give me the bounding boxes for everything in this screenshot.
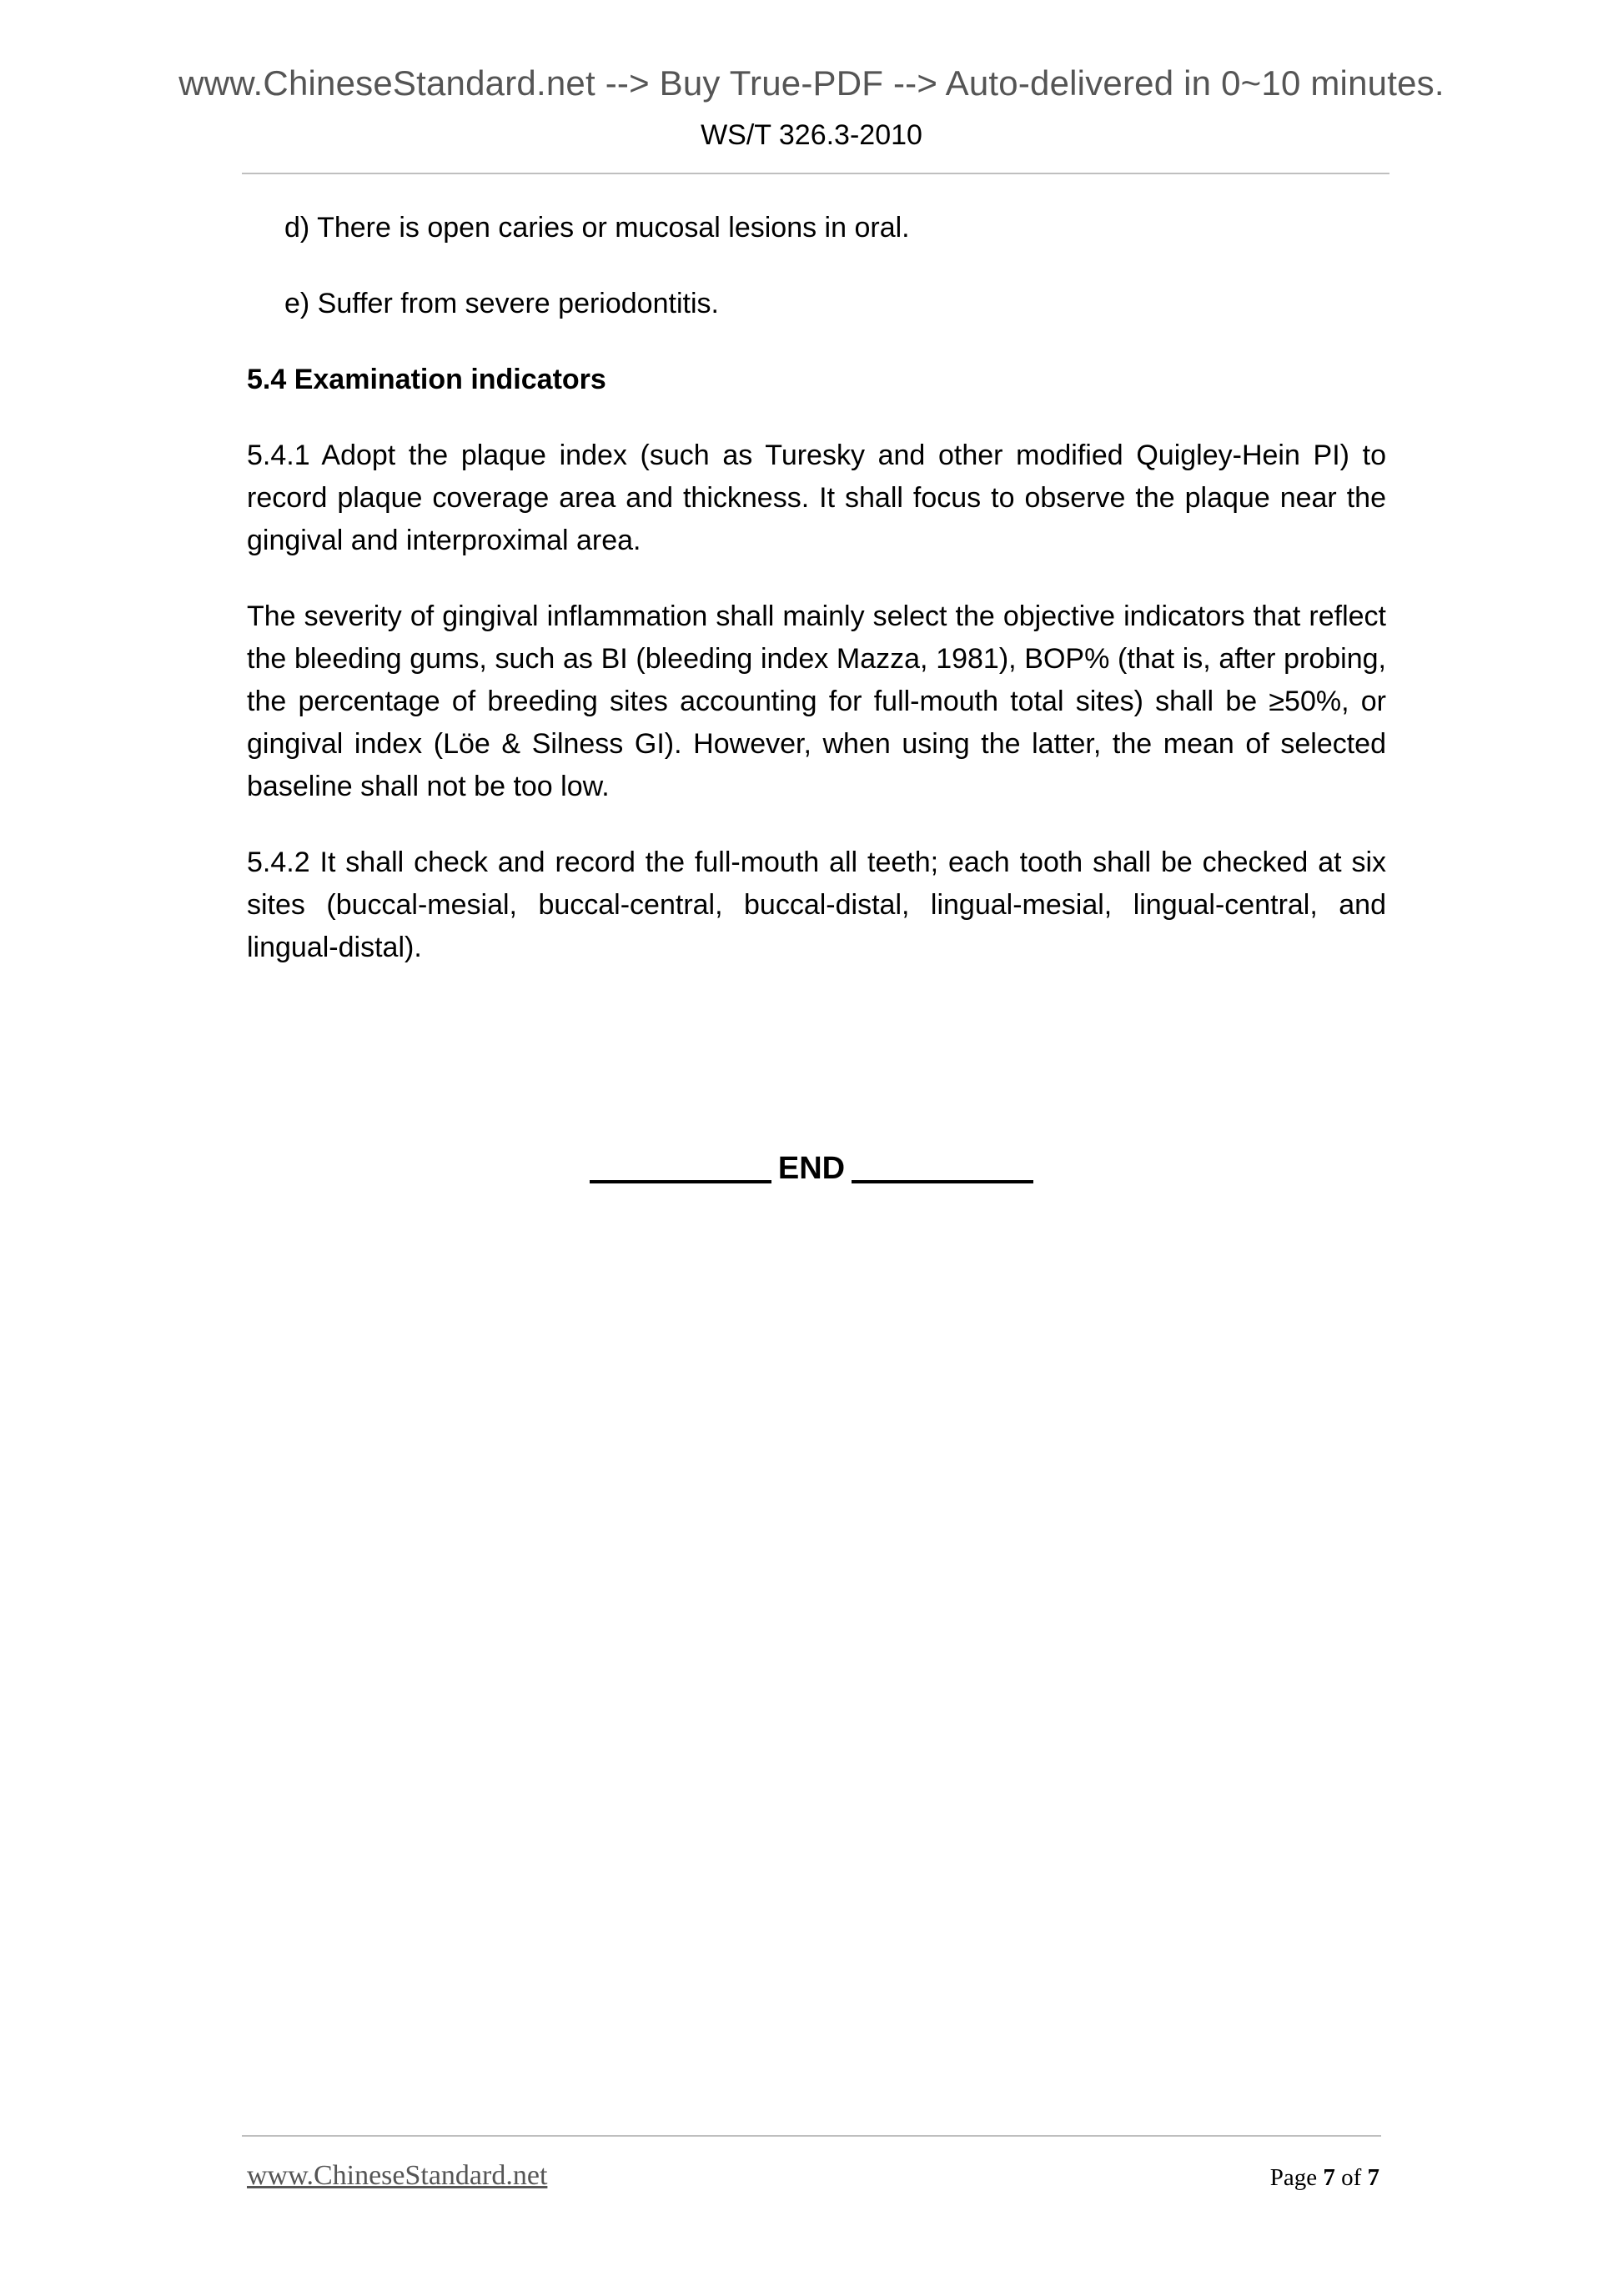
page-number: [1270, 2164, 1379, 2192]
end-line-right: [852, 1180, 1033, 1183]
page-prefix: Page: [1269, 2164, 1318, 2191]
list-item-d: d) There is open caries or mucosal lesions in oral.: [284, 212, 910, 244]
page-current: 7: [1323, 2164, 1335, 2191]
document-code: WS/T 326.3-2010: [701, 119, 922, 151]
page-of: of: [1341, 2164, 1362, 2191]
header-divider: [242, 173, 1389, 174]
paragraph-5-4-1: 5.4.1 Adopt the plaque index (such as Turesky and other modified Quigley-Hein PI) to record plaque coverage area and thickness. It shall focus to observe the plaque near the gingival and interproximal area.: [247, 440, 1386, 556]
end-line-left: [590, 1180, 771, 1183]
list-item-e: e) Suffer from severe periodontitis.: [284, 288, 719, 319]
footer-divider: [242, 2135, 1381, 2137]
paragraph-severity: The severity of gingival inflammation shall mainly select the objective indicators that reflect the bleeding gums, such as BI (bleeding index Mazza, 1981), BOP% (that is, after probing, the percentage of breeding sites accounting for full-mouth total sites) shall be ≥50%, or gingival index (Löe & Silness GI). However, when using the latter, the mean of selected baseline shall not be too low.: [247, 600, 1386, 802]
page-content: [247, 207, 1386, 1002]
paragraph-5-4-2: 5.4.2 It shall check and record the full-mouth all teeth; each tooth shall be checked at six sites (buccal-mesial, buccal-central, buccal-distal, lingual-mesial, lingual-central, and lingual-distal).: [247, 847, 1386, 963]
page-total: 7: [1367, 2164, 1379, 2191]
end-label: END: [777, 1151, 846, 1186]
end-marker: [0, 1151, 1623, 1187]
footer-link[interactable]: www.ChineseStandard.net: [247, 2160, 548, 2191]
header-banner[interactable]: www.ChineseStandard.net --> Buy True-PDF --> Auto-delivered in 0~10 minutes.: [178, 63, 1445, 103]
section-heading: 5.4 Examination indicators: [247, 364, 606, 395]
